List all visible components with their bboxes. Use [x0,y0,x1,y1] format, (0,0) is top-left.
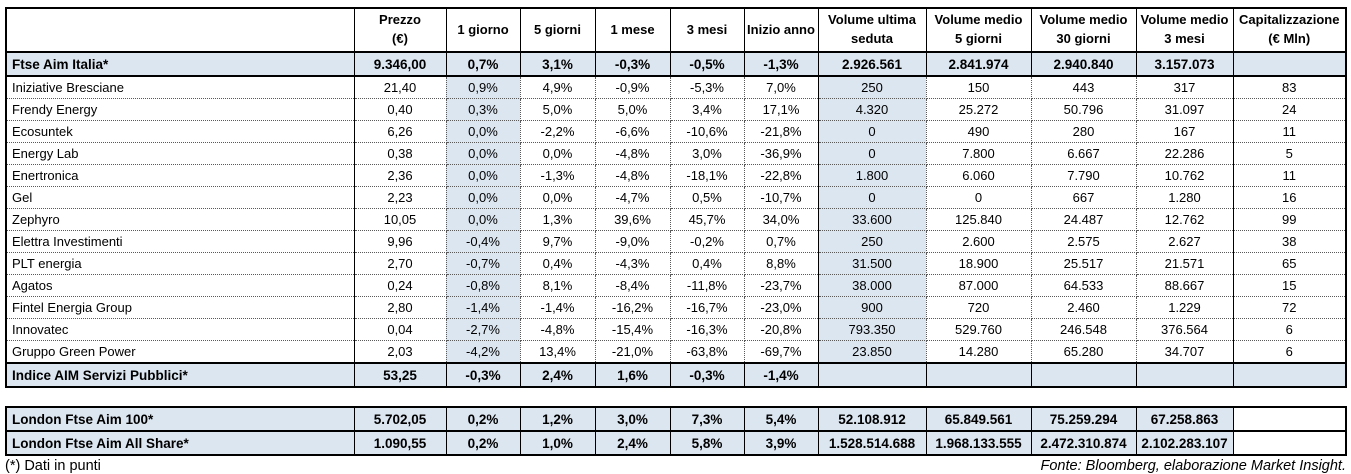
london-table [5,406,1347,456]
row-label: Innovatec [6,319,354,341]
cell: 6 [1233,319,1346,341]
table-row [6,275,1346,297]
cell: 1.968.133.555 [926,431,1031,455]
cell: 529.760 [926,319,1031,341]
cell: 72 [1233,297,1346,319]
cell: -1,4% [520,297,595,319]
cell [818,363,926,387]
cell: 3,4% [670,99,744,121]
cell: 87.000 [926,275,1031,297]
cell: -0,5% [670,52,744,76]
cell: 0,7% [744,231,818,253]
cell: -2,7% [446,319,520,341]
cell: 18.900 [926,253,1031,275]
cell: 2,80 [354,297,446,319]
cell: 34,0% [744,209,818,231]
cell: -10,7% [744,187,818,209]
column-header [6,8,354,52]
cell: 0,0% [446,209,520,231]
column-header: 1 mese [595,8,670,52]
cell: -16,3% [670,319,744,341]
cell: 0 [818,121,926,143]
cell: 24 [1233,99,1346,121]
cell: 2,36 [354,165,446,187]
cell: -36,9% [744,143,818,165]
cell: 0,0% [446,121,520,143]
cell: 0 [818,187,926,209]
cell: 64.533 [1031,275,1136,297]
cell: 1.090,55 [354,431,446,455]
cell: 0,0% [446,143,520,165]
cell: -69,7% [744,341,818,364]
table-row [6,187,1346,209]
cell: 9.346,00 [354,52,446,76]
cell: -4,8% [520,319,595,341]
cell: 2.575 [1031,231,1136,253]
cell: 9,96 [354,231,446,253]
table-row [6,231,1346,253]
row-label: Enertronica [6,165,354,187]
column-header: Volume medio 5 giorni [926,8,1031,52]
cell: 16 [1233,187,1346,209]
cell [1233,52,1346,76]
cell: 7.790 [1031,165,1136,187]
cell: 65.849.561 [926,407,1031,431]
cell: 250 [818,231,926,253]
column-header: Prezzo (€) [354,8,446,52]
index-row [6,407,1346,431]
cell: 5,0% [595,99,670,121]
cell: 12.762 [1136,209,1233,231]
cell: 7.800 [926,143,1031,165]
cell: -0,3% [595,52,670,76]
cell: 2.102.283.107 [1136,431,1233,455]
cell: 1.280 [1136,187,1233,209]
cell: 88.667 [1136,275,1233,297]
row-label: PLT energia [6,253,354,275]
cell: -0,4% [446,231,520,253]
cell: 2,23 [354,187,446,209]
table-row [6,99,1346,121]
cell: -5,3% [670,76,744,99]
cell: -0,7% [446,253,520,275]
cell: 0,0% [520,143,595,165]
column-header: Volume medio 3 mesi [1136,8,1233,52]
cell: 11 [1233,165,1346,187]
cell: -0,3% [670,363,744,387]
cell: 3,9% [744,431,818,455]
cell: -22,8% [744,165,818,187]
cell: 2.627 [1136,231,1233,253]
cell: 376.564 [1136,319,1233,341]
cell: 25.517 [1031,253,1136,275]
table-row [6,297,1346,319]
cell: 21,40 [354,76,446,99]
cell: 4.320 [818,99,926,121]
cell: 9,7% [520,231,595,253]
cell: -9,0% [595,231,670,253]
table-gap [5,388,1346,406]
cell: 2.472.310.874 [1031,431,1136,455]
cell: 0,9% [446,76,520,99]
cell: 2.600 [926,231,1031,253]
cell: 0,0% [446,187,520,209]
cell: 34.707 [1136,341,1233,364]
cell: 167 [1136,121,1233,143]
cell: 0,2% [446,407,520,431]
cell: 38.000 [818,275,926,297]
cell: 99 [1233,209,1346,231]
cell [1233,431,1346,455]
cell: 5,0% [520,99,595,121]
cell: 23.850 [818,341,926,364]
cell: 11 [1233,121,1346,143]
cell: 0,40 [354,99,446,121]
cell: -4,7% [595,187,670,209]
cell: 2,03 [354,341,446,364]
index-row [6,431,1346,455]
cell [1233,363,1346,387]
cell: 5,4% [744,407,818,431]
cell: 125.840 [926,209,1031,231]
cell: -2,2% [520,121,595,143]
cell: -8,4% [595,275,670,297]
footer [5,458,1346,474]
cell: -4,8% [595,143,670,165]
london-table-body [6,407,1346,455]
cell: 25.272 [926,99,1031,121]
cell: 0,3% [446,99,520,121]
cell: 0,38 [354,143,446,165]
cell [1233,407,1346,431]
row-label: Frendy Energy [6,99,354,121]
row-label: Energy Lab [6,143,354,165]
cell: 1.229 [1136,297,1233,319]
row-label: Gel [6,187,354,209]
row-label: Indice AIM Servizi Pubblici* [6,363,354,387]
cell: 0,5% [670,187,744,209]
cell: 14.280 [926,341,1031,364]
cell: 0,24 [354,275,446,297]
cell: 24.487 [1031,209,1136,231]
cell [926,363,1031,387]
cell: 720 [926,297,1031,319]
table-row [6,253,1346,275]
cell: 150 [926,76,1031,99]
cell [1136,363,1233,387]
row-label: Fintel Energia Group [6,297,354,319]
cell: 15 [1233,275,1346,297]
cell: 8,1% [520,275,595,297]
column-header: 1 giorno [446,8,520,52]
cell: -0,8% [446,275,520,297]
cell: 2,4% [595,431,670,455]
cell: -20,8% [744,319,818,341]
cell: 6 [1233,341,1346,364]
cell: -21,0% [595,341,670,364]
footnote: (*) Dati in punti [5,458,101,474]
cell: -4,2% [446,341,520,364]
cell: 31.097 [1136,99,1233,121]
cell: -0,2% [670,231,744,253]
cell: -0,9% [595,76,670,99]
cell: 2.841.974 [926,52,1031,76]
cell: 0,4% [670,253,744,275]
cell: 75.259.294 [1031,407,1136,431]
cell: 1,6% [595,363,670,387]
cell: -21,8% [744,121,818,143]
cell: 2.460 [1031,297,1136,319]
cell: 45,7% [670,209,744,231]
cell: -6,6% [595,121,670,143]
cell: 22.286 [1136,143,1233,165]
cell: 3,0% [670,143,744,165]
cell: 52.108.912 [818,407,926,431]
source-note: Fonte: Bloomberg, elaborazione Market Insight. [1040,458,1346,474]
cell [1031,363,1136,387]
table-row [6,165,1346,187]
cell: 3,1% [520,52,595,76]
cell: 0,7% [446,52,520,76]
cell: 67.258.863 [1136,407,1233,431]
cell: 0,0% [520,187,595,209]
cell: 3,0% [595,407,670,431]
cell: 53,25 [354,363,446,387]
cell: -4,8% [595,165,670,187]
cell: 0,04 [354,319,446,341]
cell: 33.600 [818,209,926,231]
cell: 65.280 [1031,341,1136,364]
table-row [6,341,1346,364]
cell: 246.548 [1031,319,1136,341]
cell: 6.060 [926,165,1031,187]
cell: 2,4% [520,363,595,387]
table-body [6,52,1346,387]
cell: 2.940.840 [1031,52,1136,76]
cell: -1,4% [744,363,818,387]
cell: 900 [818,297,926,319]
cell: 7,0% [744,76,818,99]
column-header: Capitalizzazione (€ Mln) [1233,8,1346,52]
cell: 2,70 [354,253,446,275]
cell: 50.796 [1031,99,1136,121]
cell: 83 [1233,76,1346,99]
cell: 7,3% [670,407,744,431]
table-header [6,8,1346,52]
cell: 6.667 [1031,143,1136,165]
cell: 1.528.514.688 [818,431,926,455]
cell: 2.926.561 [818,52,926,76]
cell: 0 [926,187,1031,209]
cell: 17,1% [744,99,818,121]
cell: -10,6% [670,121,744,143]
cell: -23,0% [744,297,818,319]
cell: 250 [818,76,926,99]
cell: -1,3% [744,52,818,76]
cell: 31.500 [818,253,926,275]
row-label: Ecosuntek [6,121,354,143]
cell: 38 [1233,231,1346,253]
cell: -63,8% [670,341,744,364]
row-label: Elettra Investimenti [6,231,354,253]
column-header: 5 giorni [520,8,595,52]
cell: 65 [1233,253,1346,275]
row-label: Ftse Aim Italia* [6,52,354,76]
cell: -11,8% [670,275,744,297]
cell: 5 [1233,143,1346,165]
cell: 0,0% [446,165,520,187]
row-label: Gruppo Green Power [6,341,354,364]
cell: -0,3% [446,363,520,387]
cell: -1,3% [520,165,595,187]
header-row [6,8,1346,52]
cell: -4,3% [595,253,670,275]
index-row [6,52,1346,76]
row-label: Iniziative Bresciane [6,76,354,99]
cell: 490 [926,121,1031,143]
column-header: Volume medio 30 giorni [1031,8,1136,52]
cell: 280 [1031,121,1136,143]
cell: 5,8% [670,431,744,455]
cell: 21.571 [1136,253,1233,275]
row-label: Zephyro [6,209,354,231]
cell: 13,4% [520,341,595,364]
cell: 793.350 [818,319,926,341]
cell: 4,9% [520,76,595,99]
row-label: Agatos [6,275,354,297]
market-table [5,7,1347,388]
cell: -1,4% [446,297,520,319]
cell: 1,3% [520,209,595,231]
index-row [6,363,1346,387]
cell: 0,4% [520,253,595,275]
cell: 5.702,05 [354,407,446,431]
cell: -18,1% [670,165,744,187]
cell: 667 [1031,187,1136,209]
cell: 0 [818,143,926,165]
cell: 10,05 [354,209,446,231]
cell: 10.762 [1136,165,1233,187]
cell: 317 [1136,76,1233,99]
table-row [6,319,1346,341]
cell: -16,2% [595,297,670,319]
cell: 3.157.073 [1136,52,1233,76]
row-label: London Ftse Aim All Share* [6,431,354,455]
cell: 1,2% [520,407,595,431]
column-header: 3 mesi [670,8,744,52]
column-header: Inizio anno [744,8,818,52]
table-row [6,209,1346,231]
cell: 443 [1031,76,1136,99]
cell: 1,0% [520,431,595,455]
table-row [6,76,1346,99]
column-header: Volume ultima seduta [818,8,926,52]
table-row [6,143,1346,165]
cell: 0,2% [446,431,520,455]
cell: 1.800 [818,165,926,187]
cell: 39,6% [595,209,670,231]
row-label: London Ftse Aim 100* [6,407,354,431]
cell: -15,4% [595,319,670,341]
cell: -16,7% [670,297,744,319]
cell: 8,8% [744,253,818,275]
cell: -23,7% [744,275,818,297]
table-row [6,121,1346,143]
cell: 6,26 [354,121,446,143]
